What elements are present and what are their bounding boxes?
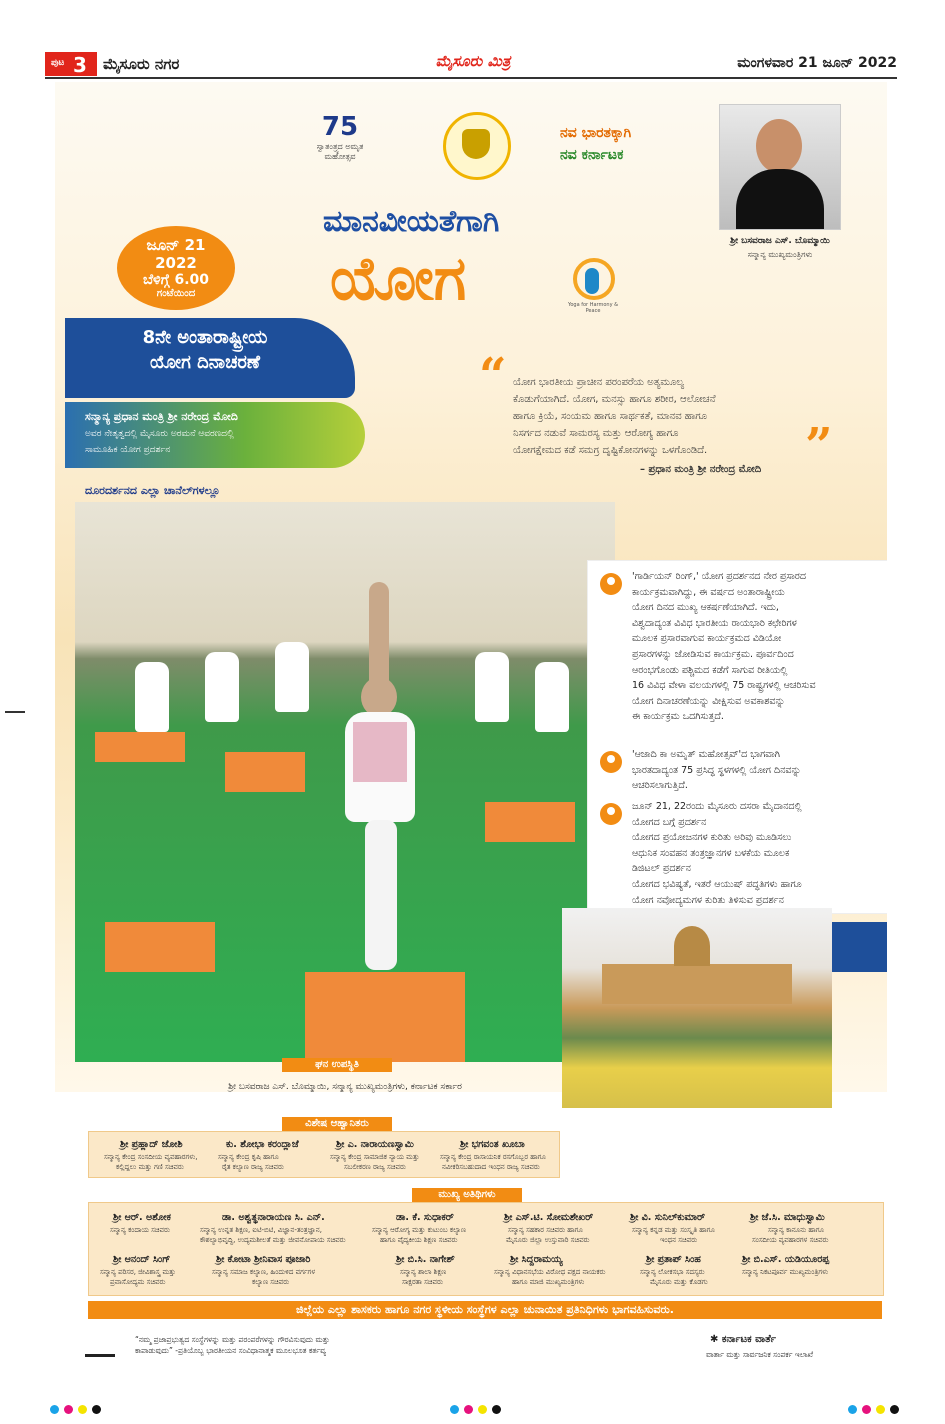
registration-dot bbox=[862, 1405, 871, 1414]
special-name: ಶ್ರೀ ಎ. ನಾರಾಯಣಸ್ವಾಮಿ bbox=[336, 1139, 414, 1150]
meditation-icon bbox=[600, 803, 622, 825]
parliament-icon bbox=[85, 1336, 115, 1357]
chief-desc: ಸಂಸದೀಯ ವ್ಯವಹಾರಗಳ ಸಚಿವರು bbox=[752, 1236, 829, 1244]
info-panel bbox=[587, 560, 887, 914]
constitution-quote-line2: ಕಾಪಾಡುವುದು” -ಪ್ರತಿಯೊಬ್ಬ ಭಾರತೀಯನ ಸಂವಿಧಾನಾತ್ಮಕ ಮೂಲಭೂತ ಕರ್ತವ್ಯ bbox=[135, 1346, 326, 1355]
quote-attribution: – ಪ್ರಧಾನ ಮಂತ್ರಿ ಶ್ರೀ ನರೇಂದ್ರ ಮೋದಿ bbox=[640, 464, 762, 475]
badge75-number: 75 bbox=[321, 112, 359, 142]
info-block-azadi: 'ಆಜಾದಿ ಕಾ ಅಮೃತ್ ಮಹೋತ್ಸವ್'ದ ಭಾಗವಾಗಿ ಭಾರತದಾದ್ಯಂತ 75 ಪ್ರಸಿದ್ಧ ಸ್ಥಳಗಳಲ್ಲಿ ಯೋಗ ದಿನವನ್ನು ಆಚರಿಸಲಾಗುತ್ತಿದೆ. bbox=[632, 749, 802, 792]
chief-name: ಶ್ರೀ ಬಿ.ಸಿ. ನಾಗೇಶ್ bbox=[396, 1254, 455, 1265]
date-badge bbox=[117, 226, 235, 310]
special-name: ಶ್ರೀ ಪ್ರಹ್ಲಾದ್ ಜೋಶಿ bbox=[120, 1139, 183, 1150]
karnataka-vaarthe-brand: ✱ ಕರ್ನಾಟಕ ವಾರ್ತೆ bbox=[710, 1334, 776, 1345]
special-desc: ಸನ್ಮಾನ್ಯ ಕೇಂದ್ರ ಸಾಮಾಜಿಕ ನ್ಯಾಯ ಮತ್ತು bbox=[330, 1153, 420, 1161]
date-badge-time: ಬೆಳಿಗ್ಗೆ 6.00 bbox=[142, 272, 210, 288]
special-desc: ಸನ್ಮಾನ್ಯ ಕೇಂದ್ರ ರಾಸಾಯನಿಕ ರಸಗೊಬ್ಬರ ಹಾಗೂ bbox=[440, 1153, 546, 1161]
chief-desc: ಸನ್ಮಾನ್ಯ ಕಾನೂನು ಹಾಗೂ bbox=[768, 1226, 825, 1234]
yoga-day-logo-icon bbox=[565, 258, 619, 314]
tagline-line2: ನವ ಕರ್ನಾಟಕ bbox=[560, 147, 624, 163]
special-invitees-heading: ವಿಶೇಷ ಆಹ್ವಾನಿತರು bbox=[282, 1117, 392, 1131]
registration-dot bbox=[478, 1405, 487, 1414]
chief-desc: ಸನ್ಮಾನ್ಯ ಉನ್ನತ ಶಿಕ್ಷಣ, ಐಟಿ-ಬಿಟಿ, ವಿಜ್ಞಾನ-ತಂತ್ರಜ್ಞಾನ, bbox=[200, 1226, 322, 1234]
chief-desc: ಸನ್ಮಾನ್ಯ ಶಾಲಾ ಶಿಕ್ಷಣ bbox=[400, 1268, 447, 1276]
chief-desc: ಸಾಕ್ಷರತಾ ಸಚಿವರು bbox=[402, 1278, 443, 1286]
chief-desc: ಸನ್ಮಾನ್ಯ ನಿಕಟಪೂರ್ವ ಮುಖ್ಯಮಂತ್ರಿಗಳು bbox=[742, 1268, 829, 1276]
chief-desc: ಸನ್ಮಾನ್ಯ ಕನ್ನಡ ಮತ್ತು ಸಂಸ್ಕೃತಿ ಹಾಗೂ bbox=[632, 1226, 715, 1234]
special-desc: ಸನ್ಮಾನ್ಯ ಕೇಂದ್ರ ಸಂಸದೀಯ ವ್ಯವಹಾರಗಳು, bbox=[104, 1153, 198, 1161]
pm-line2: ಅವರ ನೇತೃತ್ವದಲ್ಲಿ ಮೈಸೂರು ಅರಮನೆ ಆವರಣದಲ್ಲಿ bbox=[85, 429, 234, 439]
date-badge-day: ಜೂನ್ 21 bbox=[146, 236, 206, 254]
constitution-quote-line1: “ನಮ್ಮ ಪ್ರಜಾಪ್ರಭುತ್ವದ ಸಂಸ್ಥೆಗಳನ್ನು ಮತ್ತು ಪರಂಪರೆಗಳನ್ನು ಗೌರವಿಸುವುದು ಮತ್ತು bbox=[135, 1335, 330, 1344]
registration-dot bbox=[50, 1405, 59, 1414]
cm-title: ಸನ್ಮಾನ್ಯ ಮುಖ್ಯಮಂತ್ರಿಗಳು bbox=[747, 250, 813, 259]
registration-dot bbox=[876, 1405, 885, 1414]
chief-desc: ಕಲ್ಯಾಣ ಸಚಿವರು bbox=[252, 1278, 290, 1286]
azadi-amrit-badge bbox=[305, 112, 375, 162]
quote-open-mark: “ bbox=[479, 348, 507, 404]
header-divider bbox=[45, 77, 897, 79]
participation-note-bar: ಜಿಲ್ಲೆಯ ಎಲ್ಲಾ ಶಾಸಕರು ಹಾಗೂ ನಗರ ಸ್ಥಳೀಯ ಸಂಸ್ಥೆಗಳ ಎಲ್ಲಾ ಚುನಾಯಿತ ಪ್ರತಿನಿಧಿಗಳು ಭಾಗವಹಿಸುವರು. bbox=[88, 1301, 882, 1319]
chief-name: ಶ್ರೀ ಆನಂದ್ ಸಿಂಗ್ bbox=[113, 1254, 171, 1265]
chief-desc: ಸನ್ಮಾನ್ಯ ಪರಿಸರ, ಜೀವಿಶಾಸ್ತ್ರ ಮತ್ತು bbox=[100, 1268, 176, 1276]
mysore-palace-photo bbox=[562, 908, 832, 1108]
special-name: ಶ್ರೀ ಭಗವಂತ ಖೂಬಾ bbox=[460, 1139, 525, 1150]
cm-portrait bbox=[719, 104, 841, 230]
headline-line2: ಯೋಗ bbox=[330, 244, 467, 314]
special-name: ಕು. ಶೋಭಾ ಕರಂದ್ಲಾಜೆ bbox=[226, 1139, 299, 1150]
chief-name: ಡಾ. ಅಶ್ವತ್ಥನಾರಾಯಣ ಸಿ. ಎನ್. bbox=[222, 1212, 325, 1223]
info-block-guardian-ring: 'ಗಾರ್ಡಿಯನ್ ರಿಂಗ್,' ಯೋಗ ಪ್ರದರ್ಶನದ ನೇರ ಪ್ರಸಾರದ ಕಾರ್ಯಕ್ರಮವಾಗಿದ್ದು, ಈ ವರ್ಷದ ಅಂತಾರಾಷ್ಟ್ರೀಯ ಯೋಗ ದಿನದ ಮುಖ್ಯ ಆಕರ್ಷಣೆಯಾಗಿದೆ. ಇದು, ವಿಶ್ವದಾದ್ಯಂತ ವಿವಿಧ ಭಾರತೀಯ ರಾಯಭಾರಿ ಕಛೇರಿಗಳ ಮೂಲಕ ಪ್ರಸಾರವಾಗುವ ಕಾರ್ಯಕ್ರಮದ ವಿಡಿಯೋ ಪ್ರಸಾರಗಳನ್ನು ಜೋಡಿಸುವ ಕಾರ್ಯಕ್ರಮ. ಪೂರ್ವದಿಂದ ಆರಂಭಗೊಂಡು ಪಶ್ಚಿಮದ ಕಡೆಗೆ ಸಾಗುವ ರೀತಿಯಲ್ಲಿ 16 ವಿವಿಧ ವೇಳಾ ವಲಯಗಳಲ್ಲಿ 75 ರಾಷ್ಟ್ರಗಳಲ್ಲಿ ಆಚರಿಸುವ ಯೋಗ ದಿನಾಚರಣೆಯನ್ನು ವೀಕ್ಷಿಸುವ ಅವಕಾಶವನ್ನು ಈ ಕಾರ್ಯಕ್ರಮ ಒದಗಿಸುತ್ತದೆ. bbox=[632, 571, 816, 723]
chief-desc: ಸನ್ಮಾನ್ಯ ವಿಧಾನಸಭೆಯ ವಿರೋಧ ಪಕ್ಷದ ನಾಯಕರು bbox=[494, 1268, 606, 1276]
yoga-photo bbox=[75, 502, 615, 1062]
karnataka-emblem-icon bbox=[443, 112, 511, 180]
chief-name: ಶ್ರೀ ಪ್ರತಾಪ್ ಸಿಂಹ bbox=[646, 1254, 701, 1265]
special-desc: ಸನ್ಮಾನ್ಯ ಕೇಂದ್ರ ಕೃಷಿ ಹಾಗೂ bbox=[218, 1153, 279, 1161]
quote-line: ಯೋಗಕ್ಷೇಮದ ಕಡೆ ಸಮಗ್ರ ದೃಷ್ಟಿಕೋನಗಳನ್ನು ಒಳಗೊಂಡಿದೆ. bbox=[513, 445, 708, 456]
ribbon-line1: 8ನೇ ಅಂತಾರಾಷ್ಟ್ರೀಯ bbox=[142, 327, 268, 348]
constitution-quote bbox=[135, 1334, 330, 1356]
ribbon-line2: ಯೋಗ ದಿನಾಚರಣೆ bbox=[149, 352, 261, 373]
chief-desc: ಮೈಸೂರು ಮತ್ತು ಕೊಡಗು bbox=[650, 1278, 708, 1286]
chief-desc: ಮೈಸೂರು ಜಿಲ್ಲಾ ಉಸ್ತುವಾರಿ ಸಚಿವರು bbox=[506, 1236, 590, 1244]
chief-desc: ಸನ್ಮಾನ್ಯ ಸಮಾಜ ಕಲ್ಯಾಣ, ಹಿಂದುಳಿದ ವರ್ಗಗಳ bbox=[212, 1268, 316, 1276]
page-number-box bbox=[45, 52, 97, 76]
yoga-pose-figure bbox=[325, 582, 435, 982]
info-block-exhibition: ಜೂನ್ 21, 22ರಂದು ಮೈಸೂರು ದಸರಾ ಮೈದಾನದಲ್ಲಿ ಯೋಗದ ಬಗ್ಗೆ ಪ್ರದರ್ಶನ ಯೋಗದ ಪ್ರಯೋಜನಗಳ ಕುರಿತು ಅರಿವು ಮೂಡಿಸಲು ಆಧುನಿಕ ಸಂವಹನ ತಂತ್ರಜ್ಞಾನಗಳ ಬಳಕೆಯ ಮೂಲಕ ಡಿಜಿಟಲ್ ಪ್ರದರ್ಶನ ಯೋಗದ ಭವಿಷ್ಯತೆ, ಇತರೆ ಆಯುಷ್ ಪದ್ಧತಿಗಳು ಹಾಗೂ ಯೋಗ ನವೋದ್ಯಮಗಳ ಕುರಿತು ತಿಳಿಸುವ ಪ್ರದರ್ಶನ bbox=[632, 801, 802, 906]
special-desc: ರೈತ ಕಲ್ಯಾಣ ರಾಜ್ಯ ಸಚಿವರು bbox=[222, 1163, 284, 1171]
quote-line: ನಿಸರ್ಗದ ನಡುವೆ ಸಾಮರಸ್ಯ ಮತ್ತು ಆರೋಗ್ಯ ಹಾಗೂ bbox=[513, 428, 679, 439]
registration-dot bbox=[64, 1405, 73, 1414]
pm-line1: ಸನ್ಮಾನ್ಯ ಪ್ರಧಾನ ಮಂತ್ರಿ ಶ್ರೀ ನರೇಂದ್ರ ಮೋದಿ bbox=[85, 410, 238, 423]
department-name: ವಾರ್ತಾ ಮತ್ತು ಸಾರ್ವಜನಿಕ ಸಂಪರ್ಕ ಇಲಾಖೆ bbox=[706, 1350, 814, 1359]
chief-name: ಶ್ರೀ ಕೋಟಾ ಶ್ರೀನಿವಾಸ ಪೂಜಾರಿ bbox=[216, 1254, 311, 1265]
chief-guests-heading: ಮುಖ್ಯ ಅತಿಥಿಗಳು bbox=[412, 1188, 522, 1202]
headline-line1: ಮಾನವೀಯತೆಗಾಗಿ bbox=[323, 204, 500, 239]
chief-desc: ಸನ್ಮಾನ್ಯ ಕಂದಾಯ ಸಚಿವರು bbox=[110, 1226, 170, 1234]
doordarshan-line1: ದೂರದರ್ಶನದ ಎಲ್ಲಾ ಚಾನೆಲ್‌ಗಳಲ್ಲೂ bbox=[85, 484, 221, 497]
special-desc: ಕಲ್ಲಿದ್ದಲು ಮತ್ತು ಗಣಿ ಸಚಿವರು bbox=[116, 1163, 184, 1171]
page-label: ಪುಟ bbox=[51, 58, 65, 68]
chief-name: ಶ್ರೀ ಜೆ.ಸಿ. ಮಾಧುಸ್ವಾಮಿ bbox=[750, 1212, 825, 1223]
date-badge-suffix: ಗಂಟೆಯಿಂದ bbox=[156, 288, 196, 299]
quote-line: ಹಾಗೂ ಕ್ರಿಯೆ, ಸಂಯಮ ಹಾಗೂ ಸಾರ್ಥಕತೆ, ಮಾನವ ಹಾಗೂ bbox=[513, 411, 708, 422]
chief-name: ಶ್ರೀ ಸಿದ್ದರಾಮಯ್ಯ bbox=[510, 1254, 563, 1265]
pm-line3: ಸಾಮೂಹಿಕ ಯೋಗ ಪ್ರದರ್ಶನ bbox=[85, 445, 171, 455]
quote-close-mark: ” bbox=[805, 418, 833, 474]
meditation-icon bbox=[600, 573, 622, 595]
publication-date: ಮಂಗಳವಾರ 21 ಜೂನ್ 2022 bbox=[737, 55, 897, 71]
registration-dot bbox=[92, 1405, 101, 1414]
quote-line: ಯೋಗ ಭಾರತೀಯ ಪ್ರಾಚೀನ ಪರಂಪರೆಯ ಅತ್ಯಮೂಲ್ಯ bbox=[513, 377, 685, 388]
chief-desc: ಇಂಧನ ಸಚಿವರು bbox=[660, 1236, 698, 1244]
cm-name: ಶ್ರೀ ಬಸವರಾಜ ಎಸ್. ಬೊಮ್ಮಾಯಿ bbox=[730, 236, 830, 246]
chief-desc: ಕೌಶಲ್ಯಾಭಿವೃದ್ಧಿ, ಉದ್ಯಮಶೀಲತೆ ಮತ್ತು ಜೀವನೋಪಾಯ ಸಚಿವರು bbox=[200, 1236, 346, 1244]
registration-dot bbox=[464, 1405, 473, 1414]
chief-name: ಶ್ರೀ ಬಿ.ಎಸ್. ಯಡಿಯೂರಪ್ಪ bbox=[742, 1254, 830, 1265]
masthead: ಮೈಸೂರು ಮಿತ್ರ bbox=[435, 52, 511, 70]
special-desc: ನವೀಕರಿಸಬಹುದಾದ ಇಂಧನ ರಾಜ್ಯ ಸಚಿವರು bbox=[442, 1163, 540, 1171]
meditation-icon bbox=[600, 751, 622, 773]
tagline-line1: ನವ ಭಾರತಕ್ಕಾಗಿ bbox=[560, 125, 632, 141]
page-header bbox=[45, 52, 897, 76]
presence-name: ಶ್ರೀ ಬಸವರಾಜ ಎಸ್. ಬೊಮ್ಮಾಯಿ, ಸನ್ಮಾನ್ಯ ಮುಖ್ಯಮಂತ್ರಿಗಳು, ಕರ್ನಾಟಕ ಸರ್ಕಾರ bbox=[228, 1082, 462, 1092]
chief-desc: ಸನ್ಮಾನ್ಯ ಸಹಕಾರ ಸಚಿವರು ಹಾಗೂ bbox=[508, 1226, 583, 1234]
yoga-logo-caption: Yoga for Harmony & Peace bbox=[567, 302, 619, 314]
section-title: ಮೈಸೂರು ನಗರ bbox=[103, 55, 180, 73]
presence-heading: ಘನ ಉಪಸ್ಥಿತಿ bbox=[282, 1058, 392, 1072]
chief-name: ಡಾ. ಕೆ. ಸುಧಾಕರ್ bbox=[396, 1212, 454, 1223]
margin-tick bbox=[5, 711, 25, 713]
badge75-text: ಸ್ವಾತಂತ್ರ್ಯದ ಅಮೃತ ಮಹೋತ್ಸವ bbox=[316, 142, 364, 161]
chief-name: ಶ್ರೀ ಆರ್. ಅಶೋಕ bbox=[113, 1212, 171, 1223]
chief-desc: ಸನ್ಮಾನ್ಯ ಆರೋಗ್ಯ ಮತ್ತು ಕುಟುಂಬ ಕಲ್ಯಾಣ bbox=[372, 1226, 466, 1234]
registration-dot bbox=[848, 1405, 857, 1414]
special-desc: ಸಬಲೀಕರಣ ರಾಜ್ಯ ಸಚಿವರು bbox=[344, 1163, 406, 1171]
chief-desc: ಹಾಗೂ ವೈದ್ಯಕೀಯ ಶಿಕ್ಷಣ ಸಚಿವರು bbox=[380, 1236, 458, 1244]
registration-dot bbox=[492, 1405, 501, 1414]
quote-line: ಕೊಡುಗೆಯಾಗಿದೆ. ಯೋಗ, ಮನಸ್ಸು ಹಾಗೂ ಶರೀರ, ಆಲೋಚನೆ bbox=[513, 394, 716, 405]
page-number: 3 bbox=[73, 53, 87, 77]
registration-dot bbox=[78, 1405, 87, 1414]
date-badge-year: 2022 bbox=[155, 254, 197, 272]
pm-quote bbox=[513, 374, 813, 459]
chief-name: ಶ್ರೀ ವಿ. ಸುನಿಲ್‌ಕುಮಾರ್ bbox=[630, 1212, 706, 1223]
registration-dot bbox=[890, 1405, 899, 1414]
chief-desc: ಹಾಗೂ ಮಾಜಿ ಮುಖ್ಯಮಂತ್ರಿಗಳು bbox=[512, 1278, 585, 1286]
chief-desc: ಸನ್ಮಾನ್ಯ ಲೋಕಸಭಾ ಸದಸ್ಯರು bbox=[640, 1268, 705, 1276]
chief-desc: ಪ್ರವಾಸೋದ್ಯಮ ಸಚಿವರು bbox=[110, 1278, 166, 1286]
chief-name: ಶ್ರೀ ಎಸ್.ಟಿ. ಸೋಮಶೇಖರ್ bbox=[504, 1212, 594, 1223]
registration-dot bbox=[450, 1405, 459, 1414]
